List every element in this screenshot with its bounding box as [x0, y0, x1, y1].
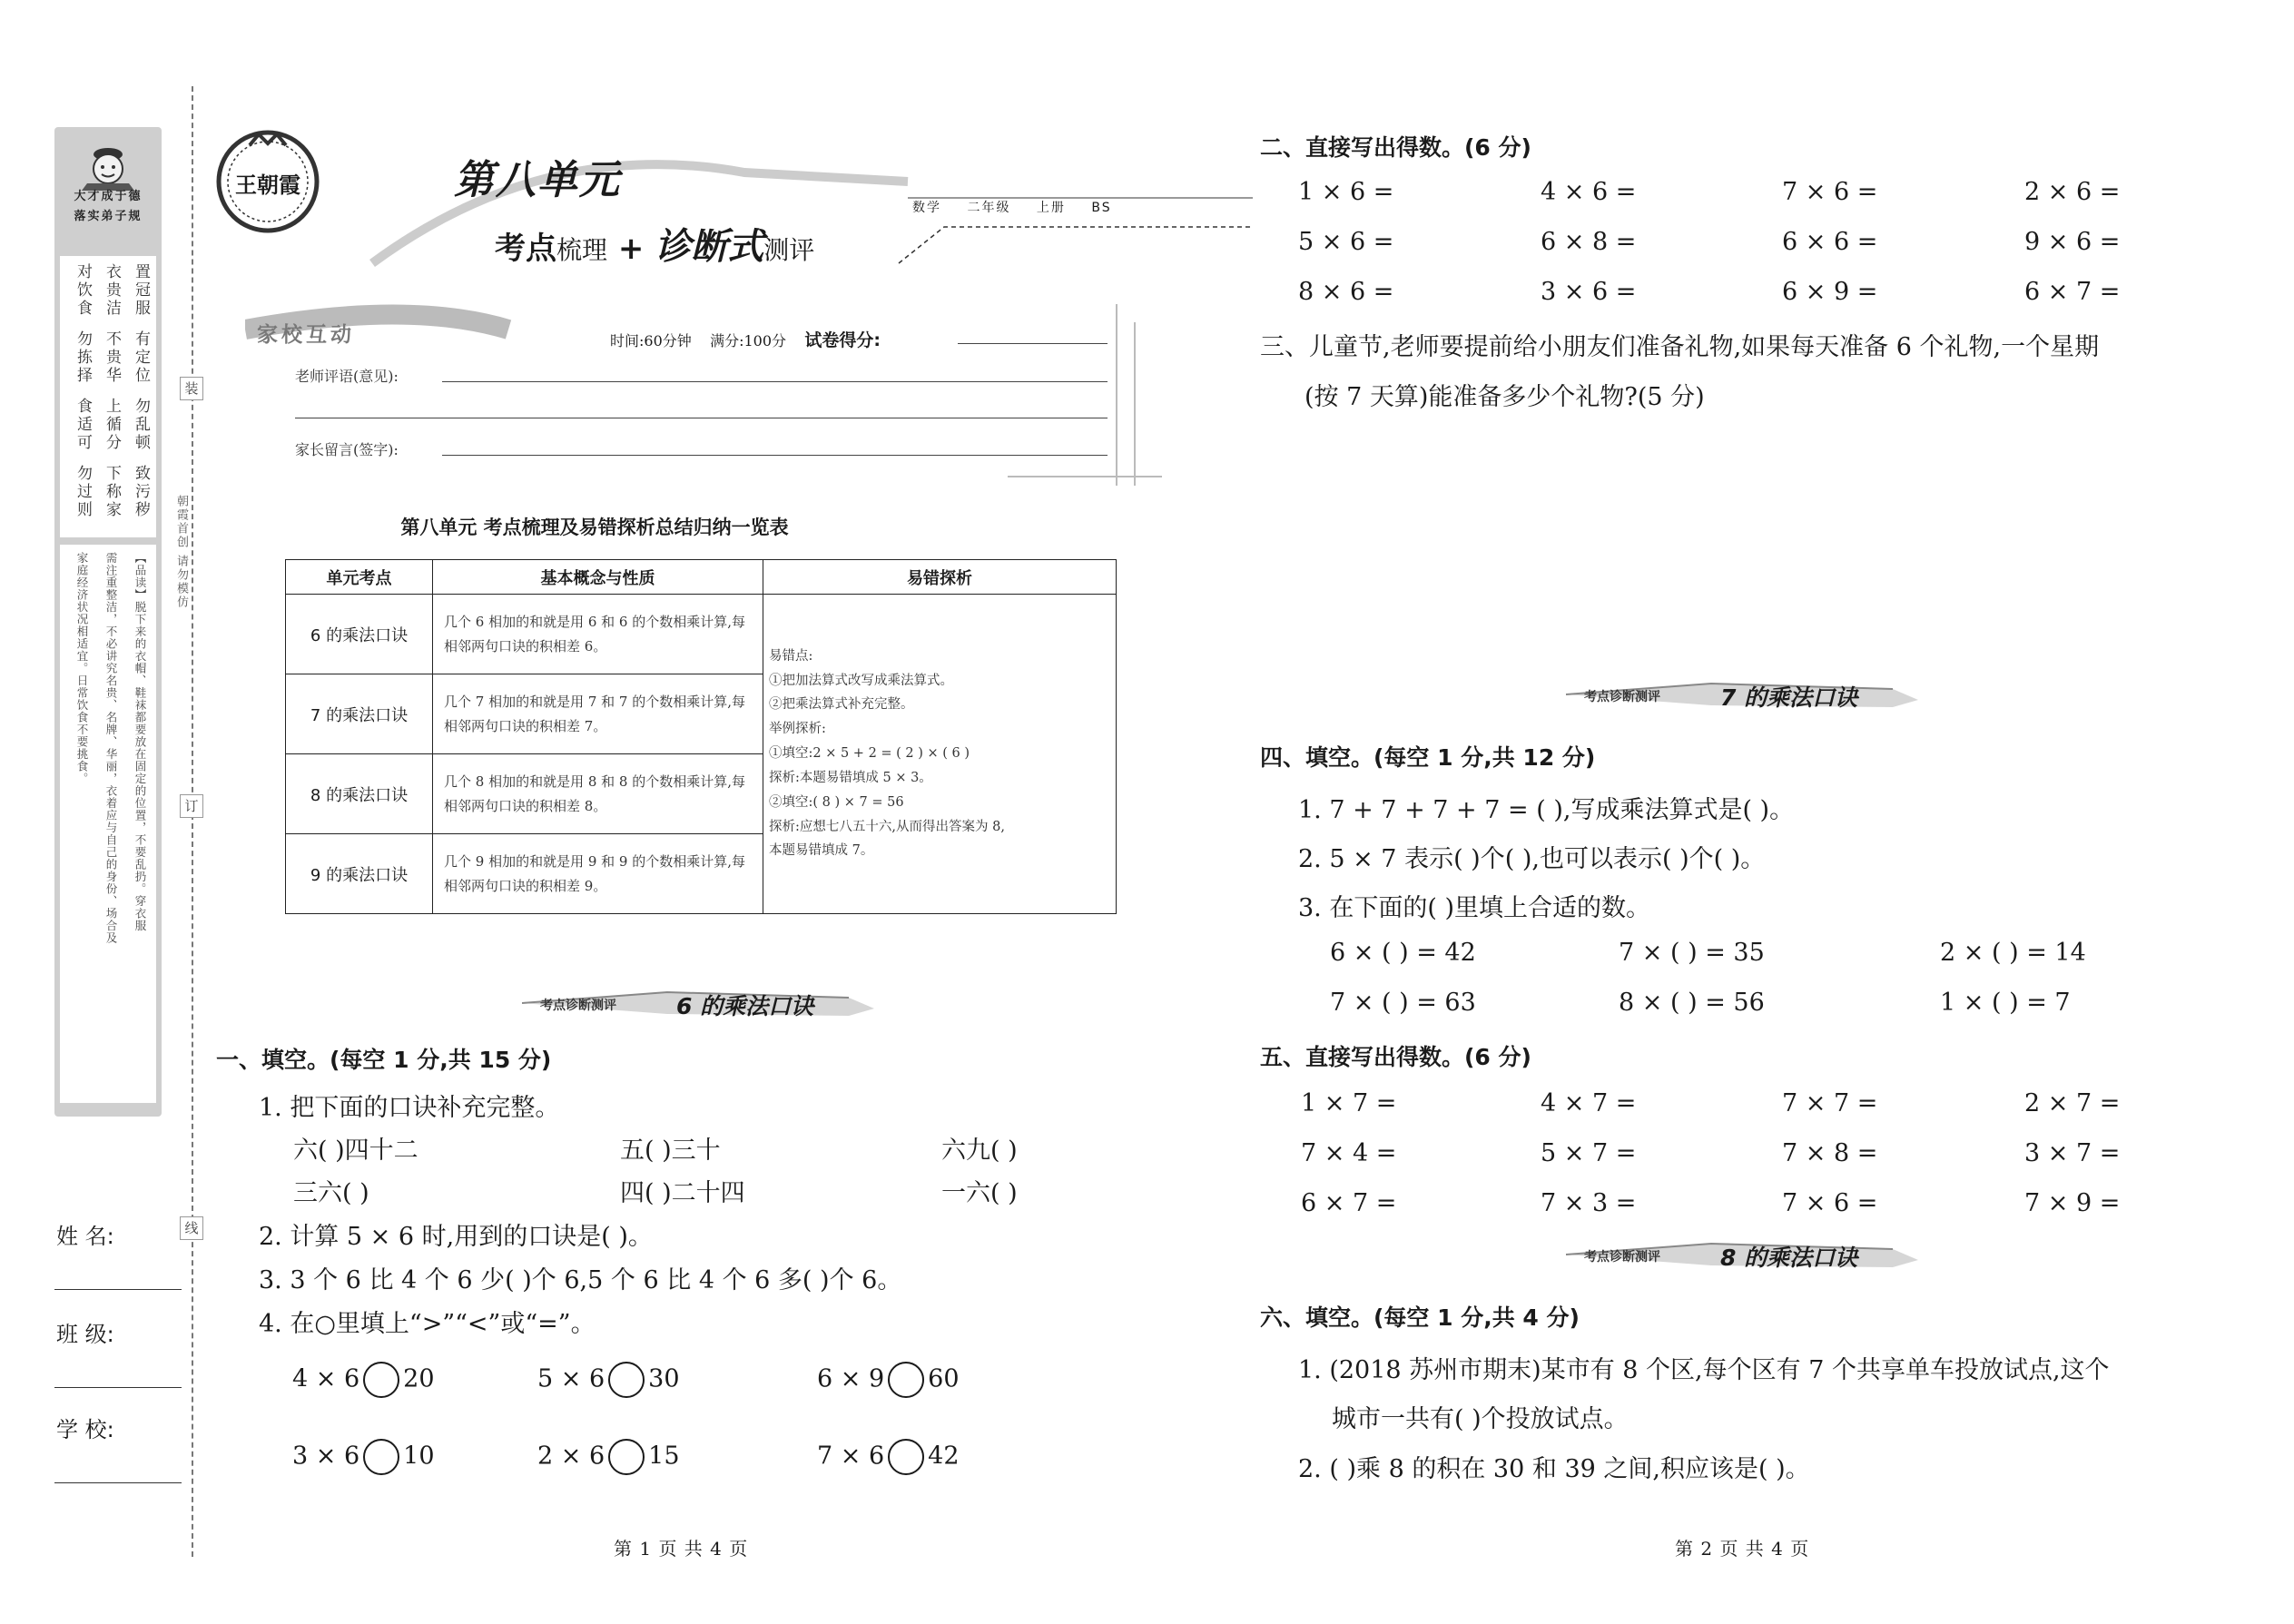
banner-title: 8 的乘法口诀	[1720, 1245, 1858, 1271]
school-field[interactable]	[54, 1482, 182, 1483]
section-4-heading: 四、填空。(每空 1 分,共 12 分)	[1260, 744, 1596, 771]
banner-tag: 考点诊断测评	[540, 999, 616, 1013]
fill-item[interactable]: 1 × ( ) = 7	[1940, 989, 2071, 1017]
compare-circle[interactable]	[363, 1439, 399, 1475]
subtitle-plus: +	[617, 231, 645, 267]
compare-left: 3 × 6	[292, 1442, 360, 1471]
subtitle-part: 诊断式	[655, 226, 764, 268]
rule-column: 下称家	[103, 465, 121, 519]
mistake-line: 举例探析:	[769, 722, 826, 737]
mistake-line: ①把加法算式改写成乘法算式。	[769, 673, 953, 688]
rule-column: 勿乱顿	[132, 398, 150, 452]
compare-item	[292, 1439, 435, 1475]
koujue-blank[interactable]: 六九( )	[941, 1137, 1018, 1165]
fill-item[interactable]: 7 × ( ) = 63	[1330, 989, 1476, 1017]
book-subject: 数学	[912, 201, 941, 215]
cut-mark: 装	[180, 377, 203, 400]
question-6-2[interactable]: 2. ( )乘 8 的积在 30 和 39 之间,积应该是( )。	[1298, 1455, 1810, 1483]
section-6-heading: 六、填空。(每空 1 分,共 4 分)	[1260, 1304, 1580, 1331]
table-cell-point: 7 的乘法口诀	[286, 674, 433, 754]
logo-text: 王朝霞	[235, 172, 300, 198]
page-footer-1: 第 1 页 共 4 页	[614, 1538, 749, 1560]
calc-item[interactable]: 3 × 6 =	[1541, 278, 1637, 306]
subtitle-part: 梳理	[556, 235, 608, 265]
table-cell-concept: 几个 9 相加的和就是用 9 和 9 的个数相乘计算,每相邻两句口诀的积相差 9。	[433, 834, 763, 914]
question-1-2[interactable]: 2. 计算 5 × 6 时,用到的口诀是( )。	[259, 1223, 653, 1251]
exam-score-label: 试卷得分:	[804, 330, 881, 350]
exam-time: 时间:60分钟	[610, 332, 692, 349]
rule-column: 上循分	[103, 398, 121, 452]
mistake-line: ①填空:2 × 5 + 2 = ( 2 ) × ( 6 )	[769, 746, 970, 762]
calc-item[interactable]: 7 × 3 =	[1541, 1189, 1637, 1217]
summary-title: 第八单元 考点梳理及易错探析总结归纳一览表	[400, 517, 789, 538]
compare-item	[292, 1362, 435, 1398]
compare-item	[817, 1439, 960, 1475]
koujue-blank[interactable]: 四( )二十四	[620, 1179, 745, 1207]
class-field[interactable]	[54, 1387, 182, 1388]
banner-tag: 考点诊断测评	[1584, 690, 1660, 704]
page-subtitle	[495, 218, 814, 270]
class-label: 班 级:	[56, 1322, 114, 1347]
calc-item[interactable]: 7 × 4 =	[1301, 1139, 1397, 1167]
calc-item[interactable]: 1 × 7 =	[1301, 1089, 1397, 1117]
calc-item[interactable]: 9 × 6 =	[2024, 228, 2121, 256]
book-info	[912, 198, 1132, 216]
calc-item[interactable]: 7 × 6 =	[1782, 1189, 1878, 1217]
pindu-column: 【品读】脱下来的衣帽、鞋袜都要放在固定的位置，不要乱扔。穿衣服	[133, 552, 147, 932]
copyright-note: 朝霞首创 请勿模仿	[174, 495, 188, 610]
compare-left: 4 × 6	[292, 1364, 360, 1393]
compare-right: 60	[928, 1364, 960, 1393]
pindu-column: 家庭经济状况相适宜。日常饮食不要挑食。	[75, 552, 89, 785]
parent-note-label: 家长留言(签字):	[295, 441, 399, 458]
teacher-comment-field[interactable]	[442, 381, 1108, 382]
compare-item	[537, 1362, 680, 1398]
table-cell-concept: 几个 8 相加的和就是用 8 和 8 的个数相乘计算,每相邻两句口诀的积相差 8。	[433, 754, 763, 834]
cut-mark: 线	[180, 1216, 203, 1240]
rule-column: 置冠服	[132, 263, 150, 318]
motto	[60, 186, 156, 250]
compare-circle[interactable]	[608, 1362, 645, 1398]
section-3-question: 三、儿童节,老师要提前给小朋友们准备礼物,如果每天准备 6 个礼物,一个星期	[1260, 333, 2100, 361]
mistake-line: 本题易错填成 7。	[769, 843, 874, 859]
section-1-heading: 一、填空。(每空 1 分,共 15 分)	[216, 1047, 552, 1073]
mistake-line: 探析:应想七八五十六,从而得出答案为 8,	[769, 819, 1005, 834]
rule-column: 勿拣择	[74, 330, 92, 385]
cut-mark: 订	[180, 794, 203, 818]
motto-line-2: 落实弟子规	[74, 210, 143, 223]
calc-item[interactable]: 7 × 9 =	[2024, 1189, 2121, 1217]
table-cell-point: 9 的乘法口诀	[286, 834, 433, 914]
question-6-1-cont[interactable]: 城市一共有( )个投放试点。	[1332, 1405, 1629, 1433]
rule-column: 不贵华	[103, 330, 121, 385]
binding-dashed-line	[192, 86, 193, 1557]
fill-item[interactable]: 2 × ( ) = 14	[1940, 939, 2086, 967]
section-5-heading: 五、直接写出得数。(6 分)	[1260, 1044, 1531, 1070]
section-3-question-cont: (按 7 天算)能准备多少个礼物?(5 分)	[1305, 383, 1705, 411]
subtitle-part: 考点	[495, 231, 556, 267]
table-header-row	[286, 560, 1117, 595]
exam-score-field[interactable]	[958, 343, 1108, 344]
calc-item[interactable]: 6 × 9 =	[1782, 278, 1878, 306]
question-4-3: 3. 在下面的( )里填上合适的数。	[1298, 894, 1650, 922]
table-cell-point: 8 的乘法口诀	[286, 754, 433, 834]
book-edition: BS	[1091, 201, 1112, 215]
fill-item[interactable]: 7 × ( ) = 35	[1619, 939, 1765, 967]
calc-item[interactable]: 7 × 6 =	[1782, 178, 1878, 206]
table-header: 单元考点	[286, 560, 433, 595]
question-1-3[interactable]: 3. 3 个 6 比 4 个 6 少( )个 6,5 个 6 比 4 个 6 多( )个 6。	[259, 1266, 902, 1294]
banner-title: 7 的乘法口诀	[1720, 684, 1858, 711]
calc-item[interactable]: 4 × 6 =	[1541, 178, 1637, 206]
question-6-1: 1. (2018 苏州市期末)某市有 8 个区,每个区有 7 个共享单车投放试点,这个	[1298, 1356, 2110, 1384]
koujue-blank[interactable]: 一六( )	[941, 1179, 1018, 1207]
calc-item[interactable]: 6 × 6 =	[1782, 228, 1878, 256]
calc-item[interactable]: 4 × 7 =	[1541, 1089, 1637, 1117]
section-3-answer-area[interactable]	[1305, 427, 2212, 663]
compare-left: 2 × 6	[537, 1442, 605, 1471]
compare-right: 30	[648, 1364, 680, 1393]
table-cell-mistakes	[763, 595, 1117, 914]
table-cell-concept: 几个 7 相加的和就是用 7 和 7 的个数相乘计算,每相邻两句口诀的积相差 7。	[433, 674, 763, 754]
rule-column: 对饮食	[74, 263, 92, 318]
calc-item[interactable]: 5 × 7 =	[1541, 1139, 1637, 1167]
calc-item[interactable]: 7 × 8 =	[1782, 1139, 1878, 1167]
calc-item[interactable]: 2 × 6 =	[2024, 178, 2121, 206]
koujue-blank[interactable]: 六( )四十二	[293, 1137, 418, 1165]
calc-item[interactable]: 6 × 7 =	[2024, 278, 2121, 306]
compare-right: 20	[403, 1364, 435, 1393]
mistake-line: 探析:本题易错填成 5 × 3。	[769, 770, 932, 785]
calc-item[interactable]: 5 × 6 =	[1298, 228, 1394, 256]
table-row	[286, 595, 1117, 674]
parent-note-field[interactable]	[442, 455, 1108, 456]
section-2-heading: 二、直接写出得数。(6 分)	[1260, 134, 1531, 161]
compare-right: 42	[928, 1442, 960, 1471]
calc-item[interactable]: 2 × 7 =	[2024, 1089, 2121, 1117]
calc-item[interactable]: 3 × 7 =	[2024, 1139, 2121, 1167]
school-label: 学 校:	[56, 1417, 114, 1442]
question-4-2[interactable]: 2. 5 × 7 表示( )个( ),也可以表示( )个( )。	[1298, 845, 1766, 873]
compare-circle[interactable]	[888, 1439, 924, 1475]
compare-item	[537, 1439, 680, 1475]
home-school-title: 家校互动	[257, 323, 355, 347]
unit-title: 第八单元	[454, 157, 621, 203]
section-banner-eight	[1566, 1236, 1920, 1273]
compare-right: 10	[403, 1442, 435, 1471]
section-banner-six	[522, 985, 876, 1021]
question-1-1: 1. 把下面的口诀补充完整。	[259, 1094, 560, 1122]
table-header: 基本概念与性质	[433, 560, 763, 595]
question-1-4: 4. 在○里填上“>”“<”或“=”。	[259, 1310, 596, 1338]
exam-meta	[610, 327, 881, 351]
rule-column: 致污秽	[132, 465, 150, 519]
page-footer-2: 第 2 页 共 4 页	[1675, 1538, 1810, 1560]
compare-left: 6 × 9	[817, 1364, 885, 1393]
exam-full-score: 满分:100分	[710, 332, 787, 349]
compare-circle[interactable]	[608, 1439, 645, 1475]
motto-line-1: 大才成于德	[74, 190, 143, 203]
name-field[interactable]	[54, 1289, 182, 1290]
rule-column: 衣贵洁	[103, 263, 121, 318]
compare-circle[interactable]	[363, 1362, 399, 1398]
compare-left: 5 × 6	[537, 1364, 605, 1393]
calc-item[interactable]: 7 × 7 =	[1782, 1089, 1878, 1117]
rule-column: 有定位	[132, 330, 150, 385]
calc-item[interactable]: 6 × 8 =	[1541, 228, 1637, 256]
mistake-line: ②填空:( 8 ) × 7 = 56	[769, 794, 904, 810]
publisher-logo	[213, 127, 322, 236]
mistake-line: ②把乘法算式补充完整。	[769, 697, 914, 713]
fill-item[interactable]: 8 × ( ) = 56	[1619, 989, 1765, 1017]
koujue-blank[interactable]: 五( )三十	[620, 1137, 721, 1165]
koujue-blank[interactable]: 三六( )	[293, 1179, 369, 1207]
calc-item[interactable]: 6 × 7 =	[1301, 1189, 1397, 1217]
question-4-1[interactable]: 1. 7 + 7 + 7 + 7 = ( ),写成乘法算式是( )。	[1298, 796, 1795, 824]
teacher-comment-label: 老师评语(意见):	[295, 368, 399, 385]
pindu-note	[60, 545, 156, 1103]
book-term: 上册	[1036, 201, 1066, 215]
compare-right: 15	[648, 1442, 680, 1471]
mistake-line: 易错点:	[769, 648, 813, 664]
table-cell-concept: 几个 6 相加的和就是用 6 和 6 的个数相乘计算,每相邻两句口诀的积相差 6。	[433, 595, 763, 674]
rule-column: 食适可	[74, 398, 92, 452]
section-banner-seven	[1566, 676, 1920, 713]
table-header: 易错探析	[763, 560, 1117, 595]
dizigui-rules	[60, 256, 156, 537]
compare-left: 7 × 6	[817, 1442, 885, 1471]
calc-item[interactable]: 1 × 6 =	[1298, 178, 1394, 206]
name-label: 姓 名:	[56, 1224, 114, 1249]
table-cell-point: 6 的乘法口诀	[286, 595, 433, 674]
summary-table	[285, 559, 1117, 914]
subtitle-part: 测评	[763, 235, 815, 265]
pindu-column: 需注重整洁，不必讲究名贵、名牌、华丽，衣着应与自己的身份、场合及	[104, 552, 118, 944]
rule-column: 勿过则	[74, 465, 92, 519]
banner-title: 6 的乘法口诀	[676, 993, 814, 1019]
banner-tag: 考点诊断测评	[1584, 1250, 1660, 1265]
calc-item[interactable]: 8 × 6 =	[1298, 278, 1394, 306]
compare-circle[interactable]	[888, 1362, 924, 1398]
fill-item[interactable]: 6 × ( ) = 42	[1330, 939, 1476, 967]
compare-item	[817, 1362, 960, 1398]
book-grade: 二年级	[967, 201, 1011, 215]
